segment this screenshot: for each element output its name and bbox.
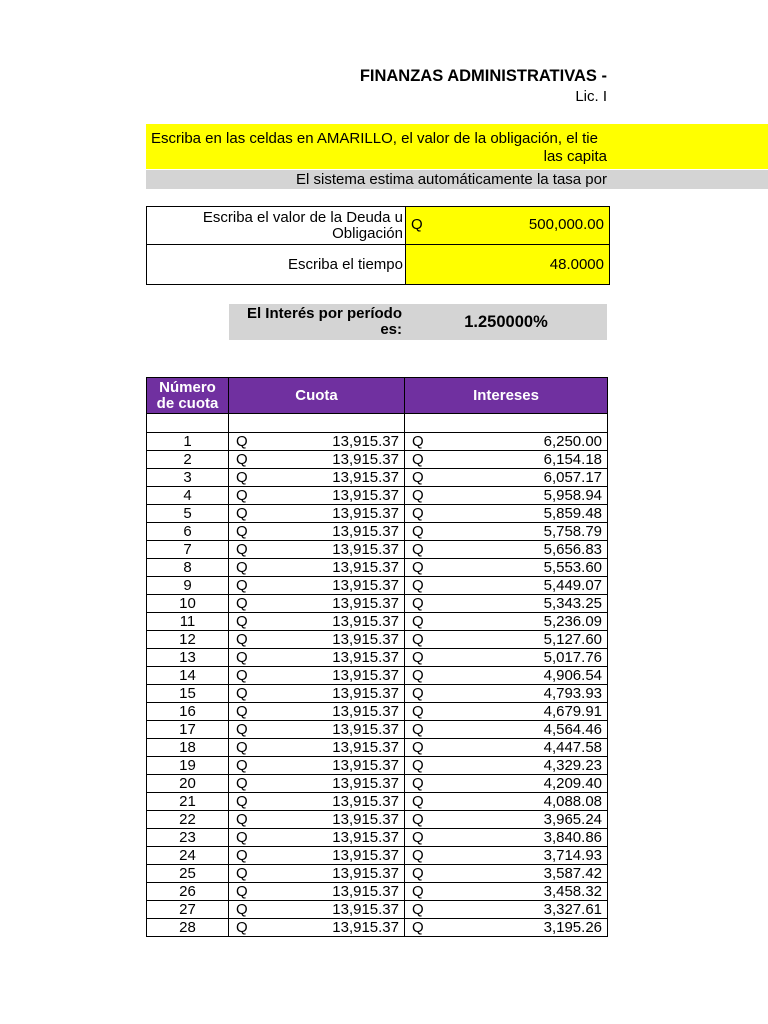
cuota-currency: Q [236,811,248,828]
table-row [147,847,608,865]
table-row [147,721,608,739]
cuota-currency: Q [236,505,248,522]
row-number: 5 [147,505,229,523]
interes-cell [405,631,608,649]
interes-currency: Q [412,451,424,468]
table-row [147,883,608,901]
interes-currency: Q [412,775,424,792]
row-number: 12 [147,631,229,649]
cuota-currency: Q [236,523,248,540]
table-row [147,451,608,469]
cuota-value: 13,915.37 [332,865,399,882]
interes-value: 3,458.32 [543,883,602,900]
cuota-value: 13,915.37 [332,919,399,936]
cuota-cell [229,703,405,721]
row-number: 10 [147,595,229,613]
cuota-value: 13,915.37 [332,541,399,558]
interes-value: 3,327.61 [543,901,602,918]
cuota-cell [229,451,405,469]
cuota-currency: Q [236,721,248,738]
header-intereses: Intereses [405,378,608,414]
cuota-cell [229,883,405,901]
instructions-line-2: las capita [543,148,607,165]
table-row [147,649,608,667]
interes-currency: Q [412,505,424,522]
interes-value: 5,449.07 [543,577,602,594]
table-row [147,901,608,919]
interes-currency: Q [412,829,424,846]
cuota-value: 13,915.37 [332,739,399,756]
table-row [147,631,608,649]
interest-rate-label [229,306,402,338]
interes-currency: Q [412,919,424,936]
row-number: 1 [147,433,229,451]
cuota-currency: Q [236,919,248,936]
header-numero-line-2: de cuota [156,394,219,412]
blank-row [147,414,608,433]
interes-cell [405,559,608,577]
row-number: 25 [147,865,229,883]
interes-value: 3,965.24 [543,811,602,828]
time-row [147,245,610,285]
auto-rate-text: El sistema estima automáticamente la tasa por [296,171,607,188]
row-number: 13 [147,649,229,667]
interes-cell [405,451,608,469]
cuota-value: 13,915.37 [332,451,399,468]
table-row [147,865,608,883]
interes-cell [405,757,608,775]
table-row [147,613,608,631]
table-row [147,919,608,937]
interes-currency: Q [412,883,424,900]
cuota-value: 13,915.37 [332,469,399,486]
interes-currency: Q [412,541,424,558]
interes-cell [405,523,608,541]
interes-currency: Q [412,757,424,774]
row-number: 27 [147,901,229,919]
row-number: 22 [147,811,229,829]
row-number: 3 [147,469,229,487]
debt-row [147,207,610,245]
cuota-currency: Q [236,433,248,450]
cuota-cell [229,595,405,613]
interes-value: 3,587.42 [543,865,602,882]
interes-currency: Q [412,595,424,612]
table-row [147,433,608,451]
interes-cell [405,721,608,739]
auto-rate-banner [146,170,768,189]
cuota-cell [229,505,405,523]
cuota-currency: Q [236,487,248,504]
cuota-cell [229,685,405,703]
debt-currency: Q [411,216,423,233]
table-row [147,757,608,775]
table-row [147,505,608,523]
cuota-value: 13,915.37 [332,703,399,720]
blank-cell [147,414,229,433]
cuota-currency: Q [236,865,248,882]
cuota-currency: Q [236,469,248,486]
cuota-currency: Q [236,739,248,756]
interes-currency: Q [412,721,424,738]
interes-value: 4,447.58 [543,739,602,756]
interes-currency: Q [412,703,424,720]
cuota-currency: Q [236,757,248,774]
cuota-currency: Q [236,703,248,720]
interes-value: 4,329.23 [543,757,602,774]
cuota-cell [229,919,405,937]
interest-rate-value: 1.250000% [464,313,548,331]
debt-value-cell[interactable] [406,207,610,245]
cuota-value: 13,915.37 [332,901,399,918]
interes-cell [405,901,608,919]
row-number: 11 [147,613,229,631]
interes-value: 4,088.08 [543,793,602,810]
interes-value: 4,564.46 [543,721,602,738]
interes-value: 4,793.93 [543,685,602,702]
page-title: FINANZAS ADMINISTRATIVAS - [359,67,607,85]
cuota-currency: Q [236,847,248,864]
interes-currency: Q [412,685,424,702]
table-row [147,469,608,487]
interes-value: 6,057.17 [543,469,602,486]
cuota-currency: Q [236,577,248,594]
table-row [147,541,608,559]
interes-value: 6,154.18 [543,451,602,468]
cuota-cell [229,721,405,739]
interes-currency: Q [412,901,424,918]
interes-cell [405,595,608,613]
cuota-value: 13,915.37 [332,613,399,630]
cuota-value: 13,915.37 [332,631,399,648]
interest-rate-box [229,304,607,340]
time-value: 48.0000 [549,256,604,273]
interes-value: 5,859.48 [543,505,602,522]
interes-currency: Q [412,649,424,666]
interes-cell [405,847,608,865]
cuota-cell [229,649,405,667]
row-number: 9 [147,577,229,595]
row-number: 8 [147,559,229,577]
table-row [147,559,608,577]
debt-label [147,207,406,245]
interes-currency: Q [412,433,424,450]
cuota-cell [229,559,405,577]
amortization-table [146,377,608,937]
cuota-cell [229,793,405,811]
table-row [147,667,608,685]
cuota-cell [229,847,405,865]
interes-cell [405,541,608,559]
cuota-cell [229,865,405,883]
cuota-cell [229,811,405,829]
row-number: 24 [147,847,229,865]
row-number: 2 [147,451,229,469]
row-number: 14 [147,667,229,685]
cuota-currency: Q [236,685,248,702]
interes-cell [405,577,608,595]
cuota-cell [229,523,405,541]
instructions-banner [146,124,768,169]
interes-currency: Q [412,631,424,648]
time-value-cell[interactable] [406,245,610,285]
interes-cell [405,649,608,667]
cuota-currency: Q [236,649,248,666]
cuota-currency: Q [236,883,248,900]
interes-cell [405,505,608,523]
cuota-value: 13,915.37 [332,487,399,504]
cuota-cell [229,613,405,631]
cuota-currency: Q [236,775,248,792]
header-numero-cuota [147,378,229,414]
interes-currency: Q [412,667,424,684]
interes-cell [405,433,608,451]
interes-value: 5,343.25 [543,595,602,612]
interes-currency: Q [412,739,424,756]
table-row [147,793,608,811]
page-subtitle: Lic. I [575,88,607,105]
cuota-value: 13,915.37 [332,775,399,792]
row-number: 23 [147,829,229,847]
cuota-cell [229,487,405,505]
row-number: 17 [147,721,229,739]
row-number: 15 [147,685,229,703]
interes-cell [405,739,608,757]
interes-currency: Q [412,577,424,594]
table-row [147,685,608,703]
interes-cell [405,613,608,631]
interes-cell [405,487,608,505]
cuota-currency: Q [236,631,248,648]
table-row [147,577,608,595]
inputs-table [146,206,610,285]
cuota-value: 13,915.37 [332,721,399,738]
interes-value: 4,906.54 [543,667,602,684]
debt-value: 500,000.00 [528,216,604,233]
cuota-currency: Q [236,793,248,810]
interes-currency: Q [412,487,424,504]
instructions-line-1: Escriba en las celdas en AMARILLO, el valor de la obligación, el tie [151,130,598,147]
row-number: 7 [147,541,229,559]
interes-cell [405,865,608,883]
interes-cell [405,829,608,847]
cuota-cell [229,469,405,487]
row-number: 18 [147,739,229,757]
cuota-cell [229,739,405,757]
blank-cell [405,414,608,433]
cuota-value: 13,915.37 [332,757,399,774]
table-row [147,487,608,505]
cuota-currency: Q [236,667,248,684]
table-row [147,703,608,721]
interes-currency: Q [412,811,424,828]
interes-cell [405,793,608,811]
cuota-currency: Q [236,595,248,612]
cuota-currency: Q [236,541,248,558]
row-number: 20 [147,775,229,793]
cuota-value: 13,915.37 [332,433,399,450]
interes-value: 4,209.40 [543,775,602,792]
interes-value: 5,553.60 [543,559,602,576]
row-number: 6 [147,523,229,541]
blank-cell [229,414,405,433]
table-header-row [147,378,608,414]
cuota-value: 13,915.37 [332,577,399,594]
cuota-cell [229,541,405,559]
cuota-value: 13,915.37 [332,811,399,828]
cuota-cell [229,829,405,847]
interes-value: 3,195.26 [543,919,602,936]
cuota-cell [229,901,405,919]
table-row [147,523,608,541]
debt-label-line-2: Obligación [332,224,403,242]
interes-currency: Q [412,559,424,576]
cuota-value: 13,915.37 [332,595,399,612]
interes-cell [405,919,608,937]
row-number: 4 [147,487,229,505]
cuota-cell [229,775,405,793]
cuota-value: 13,915.37 [332,523,399,540]
interes-currency: Q [412,793,424,810]
time-label: Escriba el tiempo [147,245,406,285]
interest-rate-label-line-2: es: [380,321,402,338]
cuota-value: 13,915.37 [332,559,399,576]
interes-cell [405,469,608,487]
table-row [147,595,608,613]
interes-value: 5,236.09 [543,613,602,630]
interes-cell [405,685,608,703]
cuota-currency: Q [236,829,248,846]
interes-currency: Q [412,523,424,540]
row-number: 16 [147,703,229,721]
cuota-value: 13,915.37 [332,685,399,702]
cuota-cell [229,433,405,451]
table-row [147,811,608,829]
cuota-currency: Q [236,613,248,630]
cuota-value: 13,915.37 [332,667,399,684]
cuota-cell [229,631,405,649]
cuota-currency: Q [236,451,248,468]
cuota-currency: Q [236,901,248,918]
interes-value: 5,758.79 [543,523,602,540]
cuota-value: 13,915.37 [332,649,399,666]
interes-value: 6,250.00 [543,433,602,450]
interest-rate-label-line-1: El Interés por período [246,305,402,322]
cuota-value: 13,915.37 [332,793,399,810]
interes-currency: Q [412,613,424,630]
cuota-cell [229,667,405,685]
cuota-cell [229,577,405,595]
cuota-value: 13,915.37 [332,829,399,846]
row-number: 19 [147,757,229,775]
interes-value: 5,656.83 [543,541,602,558]
interes-cell [405,703,608,721]
row-number: 28 [147,919,229,937]
interes-currency: Q [412,847,424,864]
cuota-currency: Q [236,559,248,576]
interes-currency: Q [412,865,424,882]
debt-label-line-1: Escriba el valor de la Deuda u [202,208,403,226]
cuota-value: 13,915.37 [332,505,399,522]
table-row [147,829,608,847]
interes-value: 3,840.86 [543,829,602,846]
interes-cell [405,811,608,829]
interes-value: 4,679.91 [543,703,602,720]
interes-currency: Q [412,469,424,486]
interes-value: 3,714.93 [543,847,602,864]
table-row [147,775,608,793]
row-number: 26 [147,883,229,901]
interes-value: 5,017.76 [543,649,602,666]
interes-cell [405,883,608,901]
cuota-value: 13,915.37 [332,847,399,864]
header-numero-line-1: Número [159,378,216,396]
cuota-cell [229,757,405,775]
interes-cell [405,775,608,793]
row-number: 21 [147,793,229,811]
interes-cell [405,667,608,685]
table-row [147,739,608,757]
header-cuota: Cuota [229,378,405,414]
interes-value: 5,958.94 [543,487,602,504]
cuota-value: 13,915.37 [332,883,399,900]
interes-value: 5,127.60 [543,631,602,648]
